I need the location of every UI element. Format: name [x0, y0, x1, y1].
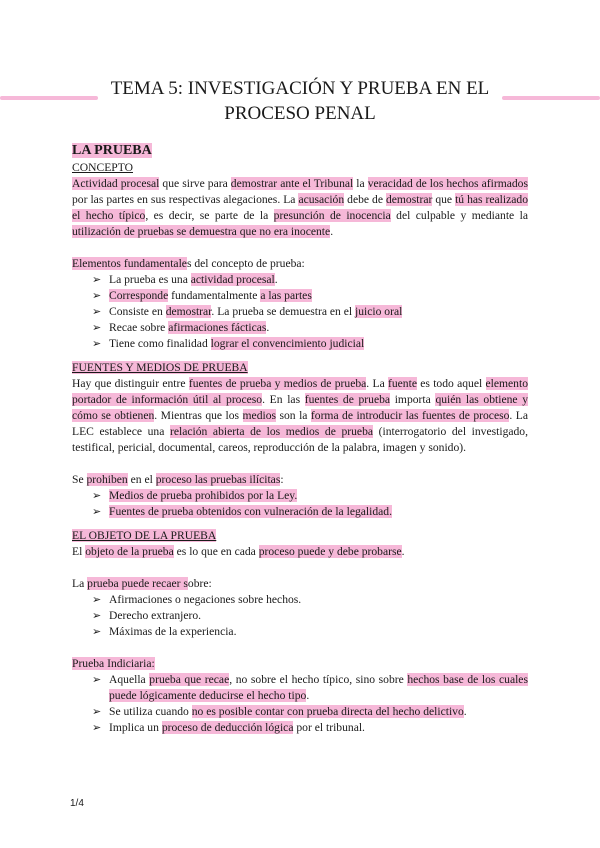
concepto-paragraph: Actividad procesal que sirve para demostrar ante el Tribunal la veracidad de los hechos afirmados por las partes en sus respectivas alegaciones. La acusación debe de demostrar que tú has realizado el hecho típico, es decir, se parte de la presunción de inocencia del culpable y mediante la utilización de pruebas se demuestra que no era inocente.	[72, 177, 529, 238]
indiciaria-list	[72, 672, 528, 736]
list-item: ➢ Consiste en demostrar. La prueba se demuestra en el juicio oral	[92, 304, 528, 320]
page-number: 1/4	[70, 798, 84, 809]
list-item: ➢ La prueba es una actividad procesal.	[92, 272, 528, 288]
list-item: ➢ Corresponde fundamentalmente a las partes	[92, 288, 528, 304]
list-item: ➢ Implica un proceso de deducción lógica por el tribunal.	[92, 720, 528, 736]
list-item: ➢ Tiene como finalidad lograr el convencimiento judicial	[92, 336, 528, 352]
list-item: ➢ Fuentes de prueba obtenidos con vulneración de la legalidad.	[92, 504, 528, 520]
recaer-list	[72, 592, 528, 640]
list-item: ➢ Derecho extranjero.	[92, 608, 528, 624]
subheading-objeto: EL OBJETO DE LA PRUEBA	[72, 529, 217, 542]
recaer-intro: La prueba puede recaer sobre:	[72, 577, 212, 590]
subheading-fuentes-medios: FUENTES Y MEDIOS DE PRUEBA	[72, 361, 248, 374]
list-item: ➢ Se utiliza cuando no es posible contar con prueba directa del hecho delictivo.	[92, 704, 528, 720]
list-item: ➢ Recae sobre afirmaciones fácticas.	[92, 320, 528, 336]
list-item: ➢ Medios de prueba prohibidos por la Ley.	[92, 488, 528, 504]
indiciaria-heading: Prueba Indiciaria:	[72, 657, 155, 670]
list-item: ➢ Afirmaciones o negaciones sobre hechos.	[92, 592, 528, 608]
page-title: TEMA 5: INVESTIGACIÓN Y PRUEBA EN EL PROCESO PENAL	[110, 78, 490, 124]
list-item: ➢ Aquella prueba que recae, no sobre el hecho típico, sino sobre hechos base de los cuales puede lógicamente deducirse el hecho tipo.	[92, 672, 528, 704]
subheading-concepto: CONCEPTO	[72, 161, 133, 174]
section-heading-la-prueba: LA PRUEBA	[72, 143, 152, 158]
ilicitas-list	[72, 488, 528, 520]
elementos-list	[72, 272, 528, 352]
fuentes-paragraph: Hay que distinguir entre fuentes de prueba y medios de prueba. La fuente es todo aquel elemento portador de información útil al proceso. En las fuentes de prueba importa quién las obtiene y cómo se obtienen. Mientras que los medios son la forma de introducir las fuentes de proceso. La LEC establece una relación abierta de los medios de prueba (interrogatorio del investigado, testifical, pericial, documental, careos, reproducción de la palabra, imagen y sonido).	[72, 377, 529, 454]
elementos-intro: Elementos fundamentales del concepto de prueba:	[72, 257, 305, 270]
objeto-paragraph: El objeto de la prueba es lo que en cada proceso puede y debe probarse.	[72, 545, 405, 558]
ilicitas-intro: Se prohiben en el proceso las pruebas ilícitas:	[72, 473, 284, 486]
document-body	[72, 142, 528, 736]
list-item: ➢ Máximas de la experiencia.	[92, 624, 528, 640]
